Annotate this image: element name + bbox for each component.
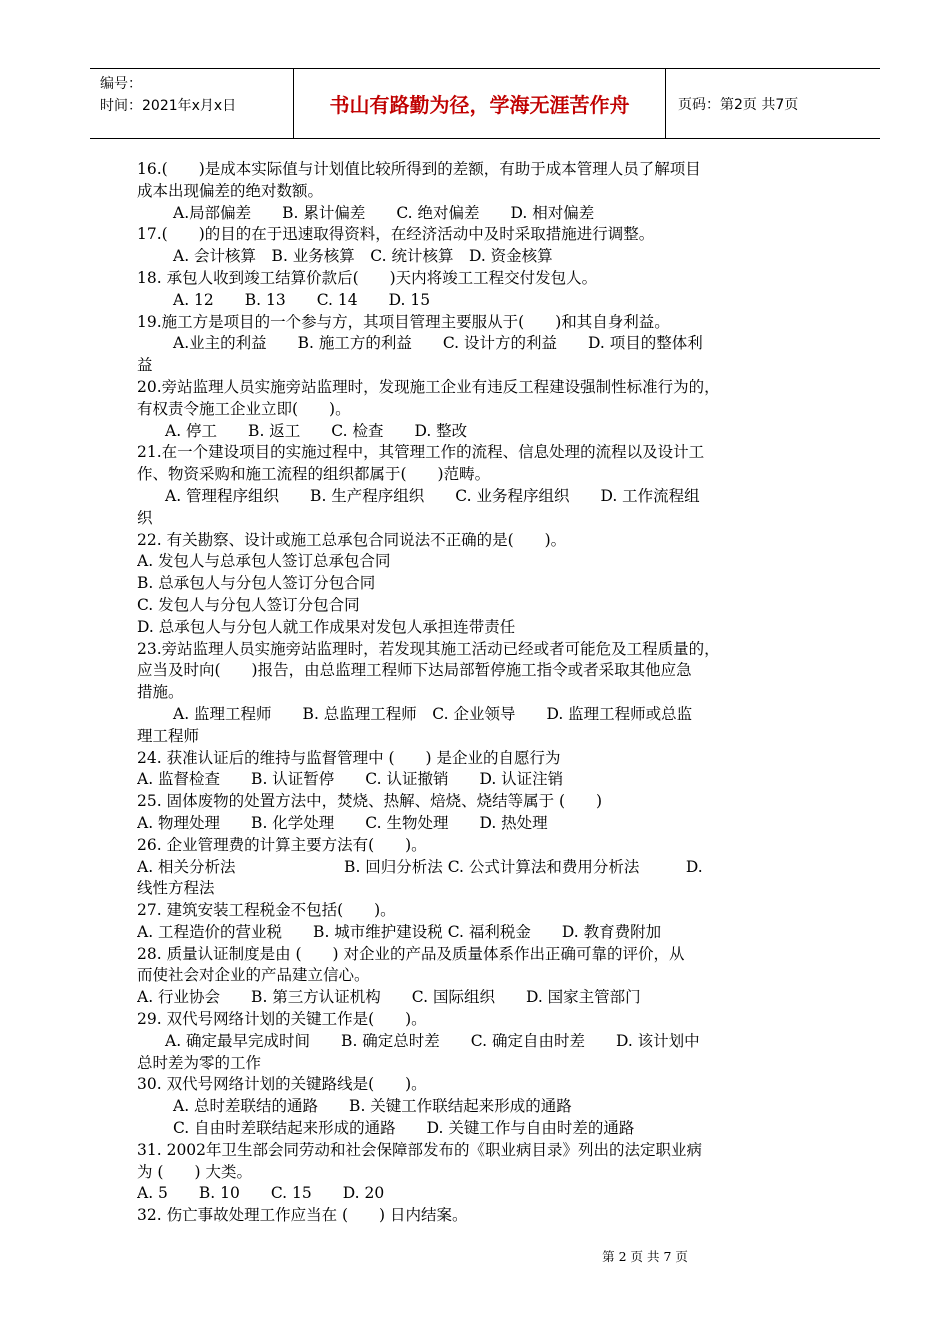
text-line: 28. 质量认证制度是由 ( ) 对企业的产品及质量体系作出正确可靠的评价，从 <box>137 944 685 963</box>
text-line: A. 会计核算 B. 业务核算 C. 统计核算 D. 资金核算 <box>173 247 553 266</box>
text-line: 17.( )的目的在于迅速取得资料，在经济活动中及时采取措施进行调整。 <box>137 225 655 244</box>
text-line: 29. 双代号网络计划的关键工作是( )。 <box>137 1010 427 1029</box>
text-line: A. 停工 B. 返工 C. 检查 D. 整改 <box>165 421 468 440</box>
text-line: A. 物理处理 B. 化学处理 C. 生物处理 D. 热处理 <box>137 813 548 832</box>
text-line: 23.旁站监理人员实施旁站监理时，若发现其施工活动已经或者可能危及工程质量的， <box>137 639 720 658</box>
text-line: 益 <box>137 356 153 375</box>
text-line: 24. 获准认证后的维持与监督管理中 ( ) 是企业的自愿行为 <box>137 748 561 767</box>
text-line: 线性方程法 <box>137 879 215 898</box>
text-line: 应当及时向( )报告，由总监理工程师下达局部暂停施工指令或者采取其他应急 <box>137 661 692 680</box>
text-line: B. 总承包人与分包人签订分包合同 <box>137 574 376 593</box>
text-line: A. 总时差联结的通路 B. 关键工作联结起来形成的通路 <box>173 1097 572 1116</box>
text-line: A. 相关分析法 B. 回归分析法 C. 公式计算法和费用分析法 D. <box>137 857 703 876</box>
text-line: A. 行业协会 B. 第三方认证机构 C. 国际组织 D. 国家主管部门 <box>137 988 641 1007</box>
text-line: 成本出现偏差的绝对数额。 <box>137 181 324 200</box>
document-body <box>137 159 847 1227</box>
text-line: A. 12 B. 13 C. 14 D. 15 <box>173 290 431 309</box>
text-line: A. 5 B. 10 C. 15 D. 20 <box>137 1184 385 1203</box>
header-meta <box>90 69 293 138</box>
text-line: 30. 双代号网络计划的关键路线是( )。 <box>137 1075 427 1094</box>
text-line: C. 自由时差联结起来形成的通路 D. 关键工作与自由时差的通路 <box>173 1119 635 1138</box>
text-line: 25. 固体废物的处置方法中，焚烧、热解、焙烧、烧结等属于 ( ) <box>137 792 603 811</box>
text-line: 16.( )是成本实际值与计划值比较所得到的差额，有助于成本管理人员了解项目 <box>137 160 701 178</box>
text-line: 31. 2002年卫生部会同劳动和社会保障部发布的《职业病目录》列出的法定职业病 <box>137 1140 703 1159</box>
text-line: A. 工程造价的营业税 B. 城市维护建设税 C. 福利税金 D. 教育费附加 <box>137 922 662 941</box>
text-line: 作、物资采购和施工流程的组织都属于( )范畴。 <box>137 465 491 484</box>
text-line: A. 监督检查 B. 认证暂停 C. 认证撤销 D. 认证注销 <box>137 770 564 789</box>
text-line: 而使社会对企业的产品建立信心。 <box>137 966 370 985</box>
text-line: A. 发包人与总承包人签订总承包合同 <box>137 552 391 571</box>
text-line: A. 管理程序组织 B. 生产程序组织 C. 业务程序组织 D. 工作流程组 <box>165 486 700 505</box>
text-line: A. 监理工程师 B. 总监理工程师 C. 企业领导 D. 监理工程师或总监 <box>173 704 693 723</box>
time-label: 时间：2021年x月x日 <box>100 98 237 114</box>
number-label: 编号： <box>100 76 142 92</box>
text-line: A.业主的利益 B. 施工方的利益 C. 设计方的利益 D. 项目的整体利 <box>173 334 703 353</box>
text-line: 有权责令施工企业立即( )。 <box>137 399 351 418</box>
text-line: 19.施工方是项目的一个参与方，其项目管理主要服从于( )和其自身利益。 <box>137 312 670 331</box>
header-page-info: 页码：第2页 共7页 <box>678 96 799 113</box>
text-line: A. 确定最早完成时间 B. 确定总时差 C. 确定自由时差 D. 该计划中 <box>165 1031 700 1050</box>
text-line: C. 发包人与分包人签订分包合同 <box>137 595 360 614</box>
text-line: 22. 有关勘察、设计或施工总承包合同说法不正确的是( )。 <box>137 530 567 549</box>
text-line: 26. 企业管理费的计算主要方法有( )。 <box>137 835 427 854</box>
text-line: 20.旁站监理人员实施旁站监理时，发现施工企业有违反工程建设强制性标准行为的， <box>137 377 720 396</box>
page-header <box>90 68 880 139</box>
text-line: 织 <box>137 508 153 527</box>
text-line: 32. 伤亡事故处理工作应当在 ( ) 日内结案。 <box>137 1206 468 1225</box>
text-line: 21.在一个建设项目的实施过程中，其管理工作的流程、信息处理的流程以及设计工 <box>137 443 705 462</box>
text-line: 为 ( ) 大类。 <box>137 1162 252 1181</box>
text-line: 总时差为零的工作 <box>137 1053 262 1072</box>
text-line: 18. 承包人收到竣工结算价款后( )天内将竣工工程交付发包人。 <box>137 268 598 287</box>
text-line: A.局部偏差 B. 累计偏差 C. 绝对偏差 D. 相对偏差 <box>173 203 595 222</box>
text-line: 27. 建筑安装工程税金不包括( )。 <box>137 901 396 920</box>
header-motto: 书山有路勤为径，学海无涯苦作舟 <box>293 69 666 138</box>
text-line: 理工程师 <box>137 726 200 745</box>
text-line: 措施。 <box>137 683 184 702</box>
page-footer: 第 2 页 共 7 页 <box>602 1249 688 1264</box>
text-line: D. 总承包人与分包人就工作成果对发包人承担连带责任 <box>137 617 516 636</box>
